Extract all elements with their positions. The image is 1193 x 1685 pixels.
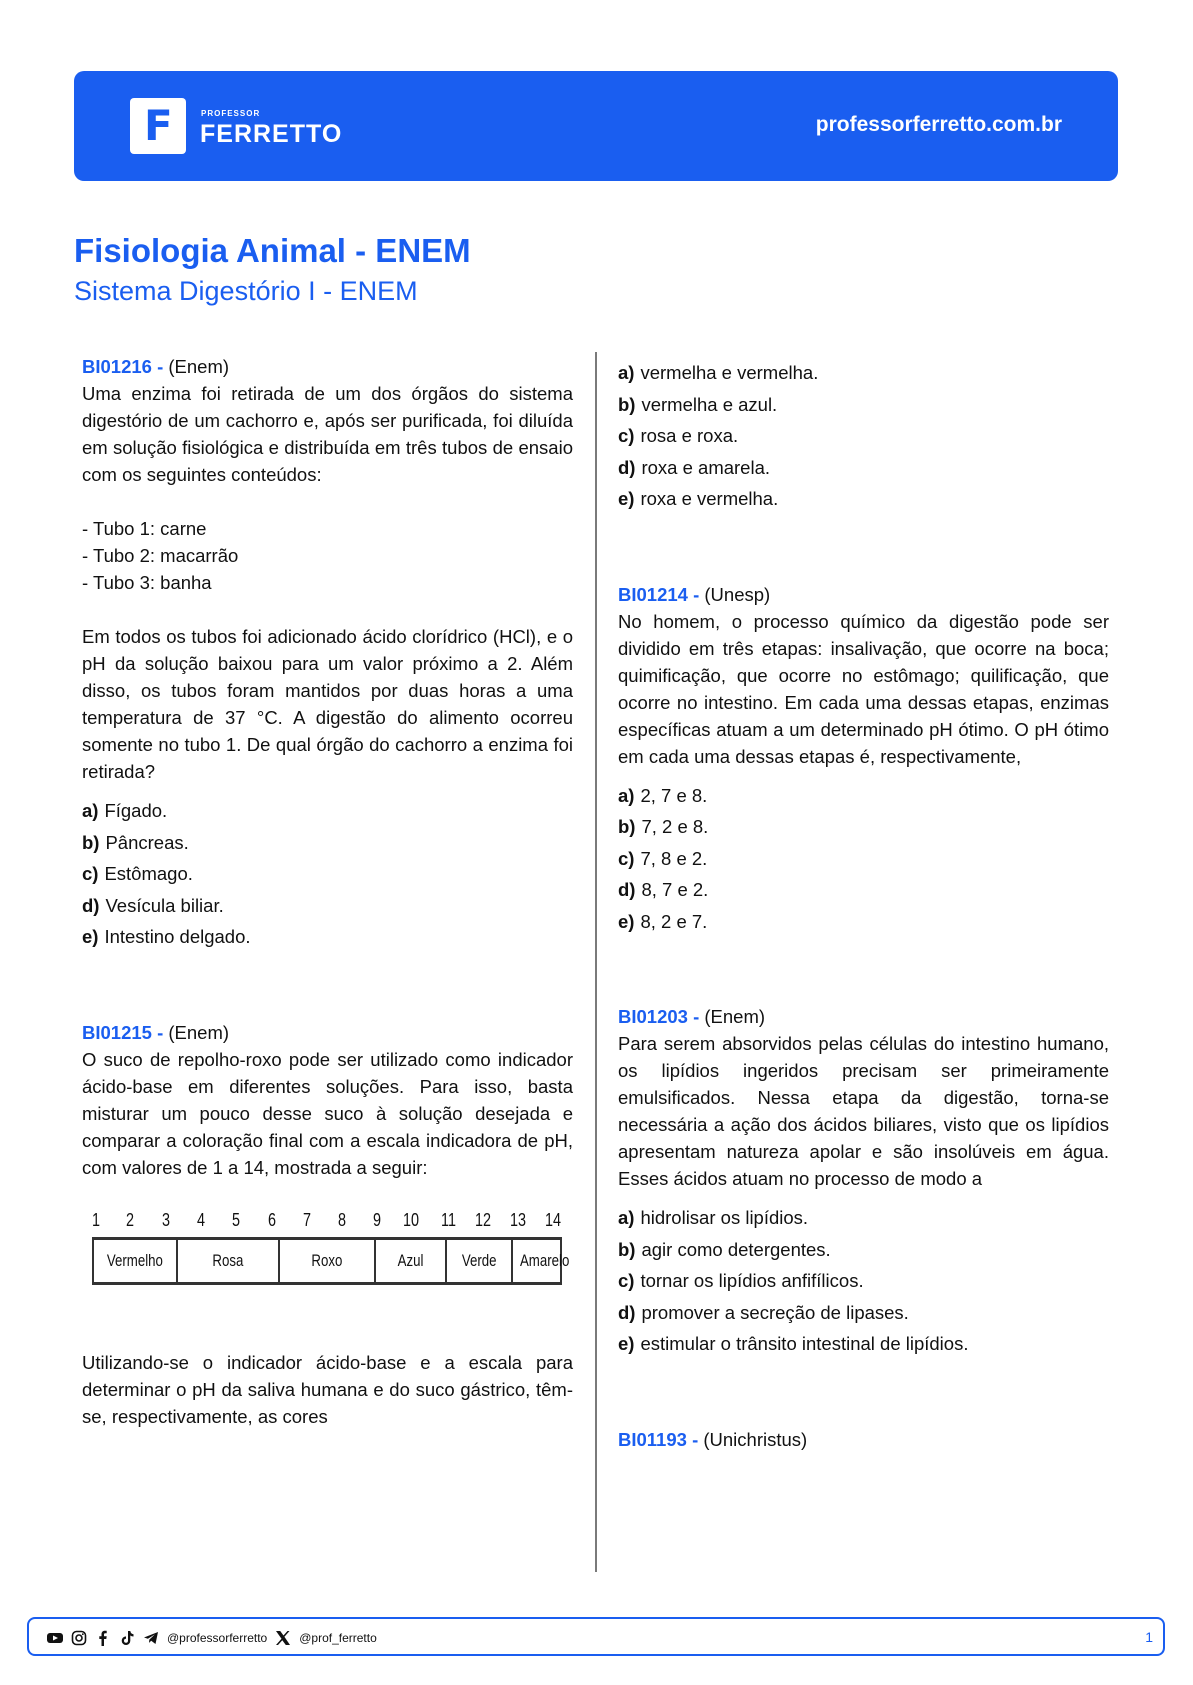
answer-options-bi01215 — [618, 357, 1109, 515]
scale-number: 9 — [373, 1209, 382, 1230]
option-b[interactable]: b) vermelha e azul. — [618, 393, 778, 415]
scale-number: 1 — [92, 1209, 101, 1230]
footer-bar — [27, 1617, 1165, 1656]
question-id: BI01214 - — [618, 583, 700, 605]
question-text: Uma enzima foi retirada de um dos órgãos do sistema digestório de um cachorro e, após ser purificada, foi diluída em solução fisiológica e distribuída em três tubos de ensaio com os seguintes conteúdos: — [82, 383, 573, 485]
question-source: (Enem) — [168, 356, 230, 377]
scale-cell-azul: Azul — [376, 1240, 447, 1282]
question-bi01215 — [82, 1019, 573, 1430]
option-d[interactable]: d) Vesícula biliar. — [82, 894, 224, 916]
scale-number: 5 — [232, 1209, 241, 1230]
question-id: BI01193 - — [618, 1428, 699, 1450]
logo-big-text: FERRETTO — [200, 120, 343, 148]
tiktok-icon[interactable] — [119, 1630, 135, 1646]
tube-item: - Tubo 2: macarrão — [82, 545, 239, 566]
question-text: O suco de repolho-roxo pode ser utilizado como indicador ácido-base em diferentes soluções. Para isso, basta misturar um pouco desse suco à solução desejada e comparar a coloração final com a escala indicadora de pH, com valores de 1 a 14, mostrada a seguir: — [82, 1048, 573, 1178]
question-header — [618, 581, 1109, 608]
option-a[interactable]: a) hidrolisar os lipídios. — [618, 1207, 809, 1228]
option-a[interactable]: a) vermelha e vermelha. — [618, 362, 819, 383]
answer-options — [618, 780, 1109, 938]
option-b[interactable]: b) 7, 2 e 8. — [618, 816, 709, 837]
question-id: BI01203 - — [618, 1006, 700, 1027]
option-e[interactable]: e) estimular o trânsito intestinal de lipídios. — [618, 1333, 969, 1354]
option-c[interactable]: c) Estômago. — [82, 863, 193, 884]
scale-cell-vermelho: Vermelho — [94, 1240, 178, 1282]
left-column — [82, 353, 573, 1430]
logo-small-text: PROFESSOR — [201, 109, 261, 118]
question-header — [82, 1019, 573, 1046]
scale-number: 4 — [197, 1209, 206, 1230]
option-a[interactable]: a) Fígado. — [82, 800, 168, 821]
question-text: No homem, o processo químico da digestão pode ser dividido em três etapas: insalivação, que ocorre na boca; quimificação, que ocorre no estômago; quilificação, que ocorre no intestino. Em cada uma dessas etapas, enzimas específicas atuam a um determinado pH ótimo. O pH ótimo em cada uma dessas etapas é, respectivamente, — [618, 610, 1109, 767]
page-number: 1 — [1145, 1629, 1153, 1645]
scale-number: 7 — [303, 1209, 312, 1230]
option-d[interactable]: d) roxa e amarela. — [618, 456, 771, 478]
answer-options — [82, 795, 573, 953]
option-d[interactable]: d) promover a secreção de lipases. — [618, 1301, 909, 1323]
page-title: Fisiologia Animal - ENEM — [74, 232, 471, 269]
question-bi01214 — [618, 581, 1109, 938]
question-text: Para serem absorvidos pelas células do intestino humano, os lipídios ingeridos precisam ser primeiramente emulsificados. Nessa etapa da digestão, torna-se necessária a ação dos ácidos biliares, visto que os lipídios apresentam natureza apolar e são insolúveis em água. Esses ácidos atuam no processo de modo a — [618, 1033, 1109, 1189]
option-a[interactable]: a) 2, 7 e 8. — [618, 784, 708, 806]
social-handle[interactable]: @professorferretto — [167, 1631, 268, 1645]
option-e[interactable]: e) Intestino delgado. — [82, 926, 251, 947]
question-header — [618, 1003, 1109, 1030]
question-header — [618, 1426, 1109, 1453]
page-subtitle: Sistema Digestório I - ENEM — [74, 276, 418, 306]
youtube-icon[interactable] — [47, 1630, 63, 1646]
tube-item: - Tubo 1: carne — [82, 518, 207, 539]
telegram-icon[interactable] — [143, 1630, 159, 1646]
question-id: BI01215 - — [82, 1021, 164, 1043]
scale-number: 8 — [338, 1209, 347, 1230]
scale-cell-roxo: Roxo — [280, 1240, 376, 1282]
facebook-icon[interactable] — [95, 1630, 111, 1646]
scale-number: 14 — [545, 1209, 562, 1230]
instagram-icon[interactable] — [71, 1630, 87, 1646]
scale-number: 2 — [126, 1209, 135, 1230]
tube-item: - Tubo 3: banha — [82, 572, 212, 593]
column-divider — [595, 352, 597, 1572]
question-source: (Enem) — [704, 1006, 766, 1027]
scale-number: 3 — [162, 1209, 171, 1230]
scale-number: 11 — [441, 1209, 456, 1230]
scale-cell-verde: Verde — [447, 1240, 513, 1282]
scale-number: 10 — [403, 1209, 420, 1230]
question-id: BI01216 - — [82, 356, 164, 377]
scale-cell-amarelo: Amarelo — [519, 1250, 570, 1270]
scale-number: 13 — [510, 1209, 527, 1230]
x-handle[interactable]: @prof_ferretto — [299, 1631, 377, 1645]
site-url[interactable]: professorferretto.com.br — [815, 113, 1062, 136]
option-c[interactable]: c) tornar os lipídios anfifílicos. — [618, 1270, 864, 1291]
question-header — [82, 353, 573, 380]
question-source: (Unesp) — [704, 583, 771, 605]
question-text-2: Utilizando-se o indicador ácido-base e a escala para determinar o pH da saliva humana e do suco gástrico, têm-se, respectivamente, as cores — [82, 1351, 573, 1427]
answer-options — [618, 1202, 1109, 1360]
social-links — [47, 1628, 385, 1648]
question-bi01203 — [618, 1003, 1109, 1360]
scale-number: 6 — [268, 1209, 277, 1230]
header-banner — [74, 71, 1118, 181]
option-e[interactable]: e) roxa e vermelha. — [618, 488, 779, 509]
question-text-2: Em todos os tubos foi adicionado ácido clorídrico (HCl), e o pH da solução baixou para um valor próximo a 2. Além disso, os tubos foram mantidos por duas horas a uma temperatura de 37 °C. A digestão do alimento ocorreu somente no tubo 1. De qual órgão do cachorro a enzima foi retirada? — [82, 626, 573, 782]
right-column — [618, 357, 1109, 1453]
option-c[interactable]: c) rosa e roxa. — [618, 425, 739, 446]
scale-cell-rosa: Rosa — [178, 1240, 280, 1282]
option-b[interactable]: b) agir como detergentes. — [618, 1238, 831, 1260]
question-source: (Enem) — [168, 1021, 230, 1043]
option-c[interactable]: c) 7, 8 e 2. — [618, 847, 708, 869]
x-icon[interactable] — [275, 1630, 291, 1646]
option-e[interactable]: e) 8, 2 e 7. — [618, 910, 708, 932]
question-bi01193 — [618, 1426, 1109, 1453]
option-d[interactable]: d) 8, 7 e 2. — [618, 879, 709, 900]
scale-number: 12 — [475, 1209, 492, 1230]
question-source: (Unichristus) — [703, 1428, 808, 1450]
ph-scale-figure — [92, 1205, 570, 1295]
option-b[interactable]: b) Pâncreas. — [82, 831, 189, 853]
logo-icon: F — [130, 98, 186, 154]
ph-scale-table — [92, 1237, 570, 1285]
question-bi01216 — [82, 353, 573, 953]
